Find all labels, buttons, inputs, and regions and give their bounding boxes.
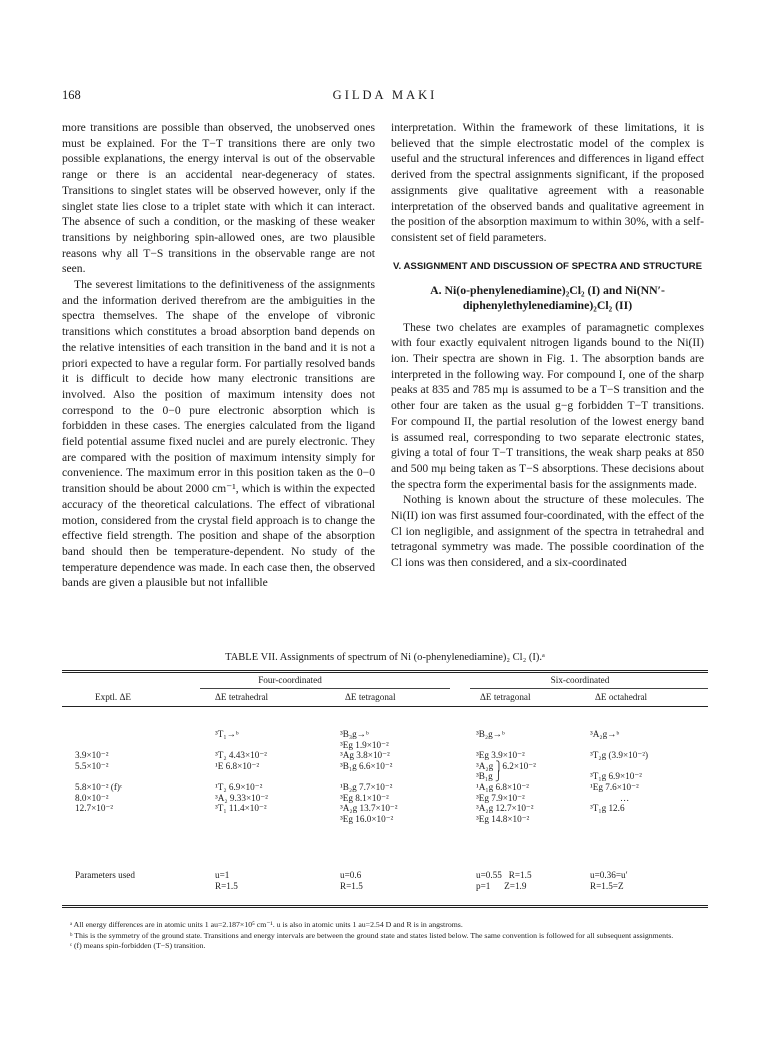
table-cell: ³T₂ 4.43×10⁻² [215,750,267,761]
table-column-octahedral [590,729,648,824]
section-heading: V. ASSIGNMENT AND DISCUSSION OF SPECTRA AND STRUCTURE [393,260,702,272]
table-cell: 5.5×10⁻² [75,760,109,771]
column-header: ΔE tetragonal [345,692,396,702]
table-cell: ³Eg 8.1×10⁻² [340,792,389,803]
table-cell: ³A₂g 12.7×10⁻² [476,803,534,814]
table-cell: 12.7×10⁻² [75,803,114,814]
table-cell: 8.0×10⁻² [75,792,109,803]
column-header: ΔE tetragonal [480,692,531,702]
paragraph: more transitions are possible than observed, the unobserved ones must be explained. For the T−T transitions there are only two possible explanations, the energy interval is out of the observable range or there is an accidental near-degeneracy of states. Transitions to singlet states will be observed however, only if the singlet state lies close to a triplet state with which it can interact. The absence of such a condition, or the masking of these weaker transitions by neighboring spin-allowed ones, are two plausible reasons why all T−S transitions in the observable range are not seen. [62,121,375,276]
table-cell: ³Eg 16.0×10⁻² [340,813,394,824]
table-column-tetragonal-four [340,729,398,824]
subsection-heading: A. Ni(o-phenylenediamine)₂Cl₂ (I) and Ni(NN′-diphenylethylenediamine)₂Cl₂ (II) [430,282,665,313]
table-cell: ¹T₂ 6.9×10⁻² [215,781,263,792]
parameter-value: u=0.55 R=1.5 [476,870,532,880]
table-cell: ³A₂g→ᵇ [590,729,620,739]
group-rule [470,688,708,689]
table-cell [215,740,268,751]
paragraph: interpretation. Within the framework of these limitations, it is believed that the simple electrostatic model of the complex is useful and the structural inferences and differences in ligand effect derived from the spectral assignments significant, if the proposed assignments give qualitative agreement with a reasonable interpretation of the observed bands and qualitative agreement in the position of the absorption maximum to within 30%, with a self-consistent set of field parameters. [391,121,704,244]
table-cell: ³Eg 7.9×10⁻² [476,792,525,803]
table-cell: ³A₂ 9.33×10⁻² [215,792,268,803]
group-header-six-coordinated: Six-coordinated [550,675,610,685]
table-cell: … [620,792,630,803]
paragraph: The severest limitations to the definitiveness of the assignments and the information derived therefrom are the ambiguities in the spectra themselves. The shape of the envelope of vibronic transitions which constitutes a broad absorption band depends on the relative intensities of each transition in the band and it is not a priori expected to have a regular form. For partially resolved bands it is difficult to decide how many electronic transitions are involved. Also the position of maximum intensity does not correspond to the 0−0 pure electronic absorption which is forbidden in these cases. The energies calculated from the ligand field potential assume fixed nuclei and are purely electronic. They are compared with the position of maximum intensity simply for convenience. The maximum error in this position taken as the 0−0 transition should be about 2000 cm⁻¹, which is within the expected accuracy of the theoretical calculations. The effect of vibrational motion, considered from the crystal field approach is to change the effective field strength. The position and shape of the absorption band should then be temperature-dependent. No study of the temperature dependence was made. In each case then, the observed bands are given a plausible but not infallible [62,278,375,590]
table-cell [75,740,122,751]
table-cell [340,771,398,782]
table-top-rule [62,670,708,671]
table-cell [75,771,122,782]
parameter-value: R=1.5 [215,881,238,891]
table-bottom-rule-double [62,907,708,908]
parameter-value: R=1.5=Z [590,881,624,891]
table-column-tetrahedral [215,729,268,824]
table-column-tetragonal-six [476,729,536,824]
table-cell [590,814,648,825]
right-column [391,120,704,571]
table-cell: ¹Eg 7.6×10⁻² [590,781,639,792]
column-header: ΔE octahedral [595,692,648,702]
page-header [62,88,708,106]
parameter-value: u=1 [215,870,230,880]
table-cell: ³T₂g (3.9×10⁻²) [590,750,649,761]
table-cell: ³T₁g 12.6 [590,803,625,814]
parameter-value: p=1 Z=1.9 [476,881,527,891]
table-bottom-rule [62,905,708,906]
table-cell [75,729,122,740]
table-cell: 5.8×10⁻² (f)ᶜ [75,781,123,792]
table-cell: ³Eg 14.8×10⁻² [476,813,530,824]
table-cell: ³Ag 3.8×10⁻² [340,750,390,761]
table-top-rule-double [62,672,708,673]
table-footnotes [62,920,708,952]
parameter-value: u=0.36=u′ [590,870,628,880]
left-column [62,120,375,591]
paragraph: These two chelates are examples of paramagnetic complexes with four exactly equivalent nitrogen ligands bound to the Ni(II) ion. Their spectra are shown in Fig. 1. The absorption bands are interpreted in the following way. For compound I, one of the sharp peaks at 835 and 785 mμ is assumed to be a T−S transition and the other four are taken as the usual g−g forbidden T−T transitions. For compound II, the partial resolution of the lowest energy band is assumed real, corresponding to two separate electronic states, giving a total of four T−T transitions, the weak sharp peaks at 850 and 500 mμ being taken as T−S absorptions. These decisions about the spectra form the experimental basis for the assignments made. [391,320,704,491]
table-cell [590,740,648,751]
group-rule [200,688,450,689]
table-caption: TABLE VII. Assignments of spectrum of Ni (o-phenylenediamine)₂ Cl₂ (I).ᵃ [225,652,545,663]
table-cell: ³B₃g→ᵇ [340,729,369,739]
table-cell: ¹B₂g 7.7×10⁻² [340,781,393,792]
group-header-four-coordinated: Four-coordinated [258,675,322,685]
table-cell: ¹E 6.8×10⁻² [215,760,260,771]
table-cell: ³B₂g→ᵇ [476,729,505,739]
table-cell [215,814,268,825]
parameter-value: R=1.5 [340,881,363,891]
table-cell: ³Eg 1.9×10⁻² [340,739,389,750]
table-column-exptl [75,729,122,824]
table-cell: ³T₁g 6.9×10⁻² [590,771,642,782]
table-cell: ³T₁ 11.4×10⁻² [215,803,267,814]
running-title: GILDA MAKI [332,88,438,102]
table-cell: ¹A₁g 6.8×10⁻² [476,781,529,792]
parameters-label: Parameters used [75,870,135,880]
table-cell: ³A₂g 13.7×10⁻² [340,803,398,814]
column-header: Exptl. ΔE [95,692,132,702]
table-cell [75,814,122,825]
table-cell: ³A₂g ⎫6.2×10⁻² [476,760,536,771]
footnote: ᵃ All energy differences are in atomic units 1 au=2.187×10⁵ cm⁻¹. u is also in atomic units 1 au=2.54 D and R is in angstroms. [70,920,463,929]
parameter-value: u=0.6 [340,870,362,880]
table-cell: 3.9×10⁻² [75,750,109,761]
table-cell [590,761,648,772]
column-header: ΔE tetrahedral [215,692,269,702]
table-header-rule [62,706,708,707]
paragraph: Nothing is known about the structure of these molecules. The Ni(II) ion was first assumed four-coordinated, with the effect of the Cl ion negligible, and assignment of the spectra in tetrahedral and tetragonal symmetry was made. The possible coordination of the Cl ions was then considered, and a six-coordinated [391,493,704,570]
table-cell: ³Eg 3.9×10⁻² [476,750,525,761]
table-cell: ³B₁g ⎭ [476,771,502,782]
footnote: ᵇ This is the symmetry of the ground state. Transitions and energy intervals are between the ground state and states listed below. The same convention is followed for all subsequent assignments. [70,930,674,940]
footnote: ᶜ (f) means spin-forbidden (T−S) transition. [70,941,206,950]
table-cell: ³T₁→ᵇ [215,729,239,739]
table-cell: ³B₁g 6.6×10⁻² [340,760,393,771]
table-cell [215,771,268,782]
page-number: 168 [62,88,81,102]
table-cell [476,740,536,751]
